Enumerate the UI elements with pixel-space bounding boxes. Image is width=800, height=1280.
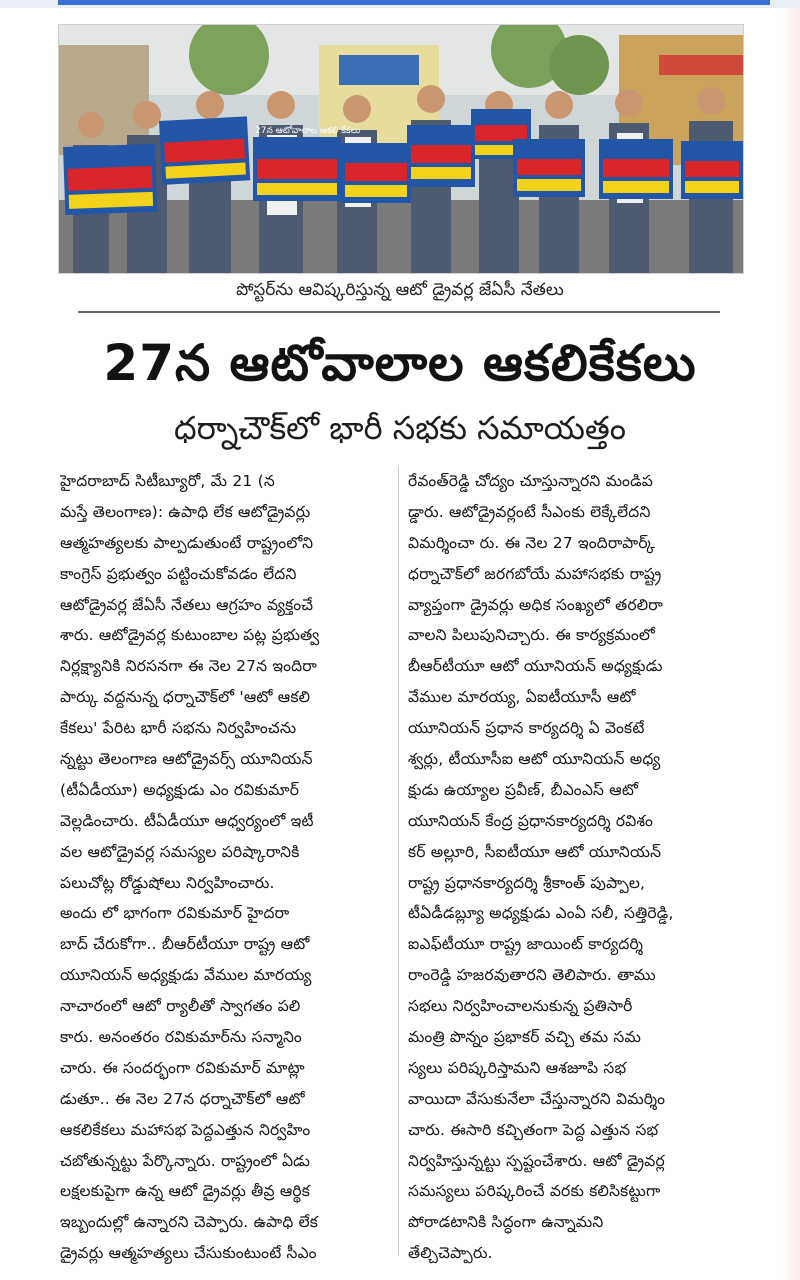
article-line: ఇబ్బందుల్లో ఉన్నారని చెప్పారు. ఉపాధి లేక	[60, 1213, 319, 1232]
article-line: ఆకలికేకలు మహాసభ పెద్దఎత్తున నిర్వహిం	[60, 1120, 311, 1139]
article-line: బాద్ చేరుకోగా.. బీఆర్‌టీయూ రాష్ట్ర ఆటో	[60, 935, 310, 954]
article-line: సమస్యలు పరిష్కరించే వరకు కలిసికట్టుగా	[408, 1182, 661, 1201]
article-line: న్నట్టు తెలంగాణ ఆటోడ్రైవర్స్ యూనియన్	[60, 750, 313, 769]
article-line: చారు. ఈసారి కచ్చితంగా పెద్ద ఎత్తున సభ	[408, 1120, 659, 1139]
top-accent-strip	[0, 0, 800, 8]
article-line: కేకలు' పేరిట భారీ సభను నిర్వహించను	[60, 719, 297, 738]
article-line: కారు. అనంతరం రవికుమార్‌ను సన్మానిం	[60, 1028, 302, 1047]
caption-rule	[78, 311, 720, 313]
article-line: తేల్చిచెప్పారు.	[408, 1244, 493, 1263]
subheadline: ధర్నాచౌక్‌లో భారీ సభకు సమాయత్తం	[173, 409, 627, 447]
article-line: ఐఎఫ్‌టీయూ రాష్ట్ర జాయింట్ కార్యదర్శి	[408, 935, 644, 954]
article-line: రేవంత్‌రెడ్డి చోద్యం చూస్తున్నారని మండిప	[408, 472, 653, 490]
article-line: వేముల మారయ్య, ఏఐటీయూసీ ఆటో	[408, 688, 636, 707]
article-line: రాంరెడ్డి హజరవుతారని తెలిపారు. తాము	[408, 966, 656, 985]
article-line: డ్రైవర్లు ఆత్మహత్యలు చేసుకుంటుంటే సీఎం	[60, 1244, 317, 1263]
article-line: హైదరాబాద్ సిటీబ్యూరో, మే 21 (న	[60, 472, 275, 490]
article-line: శారు. ఆటోడ్రైవర్ల కుటుంబాల పట్ల ప్రభుత్వ	[60, 626, 320, 645]
article-column-right	[408, 466, 738, 1266]
article-line: నాచారంలో ఆటో ర్యాలీతో స్వాగతం పలి	[60, 997, 301, 1016]
article-line: టీఏడీడబ్ల్యూ అధ్యక్షుడు ఎంఏ సలీ, సత్తిరెడ్డి,	[408, 904, 674, 923]
article-line: ఆత్మహత్యలకు పాల్పడుతుంటే రాష్ట్రంలోని	[60, 533, 314, 552]
article-line: చబోతున్నట్టు పేర్కొన్నారు. రాష్ట్రంలో ఏడు	[60, 1151, 311, 1170]
article-line: (టీఏడీయూ) అధ్యక్షుడు ఎం రవికుమార్	[60, 780, 300, 799]
article-line: కర్ అల్లూరి, సీఐటీయూ ఆటో యూనియన్	[408, 842, 662, 861]
article-line: సభలు నిర్వహించాలనుకున్న ప్రతిసారీ	[408, 997, 633, 1016]
article-line: కాంగ్రెస్ ప్రభుత్వం పట్టించుకోవడం లేదని	[60, 564, 297, 583]
page-edge-shade	[782, 8, 800, 1280]
article-line: ధర్నాచౌక్‌లో జరగబోయే మహాసభకు రాష్ట్ర	[408, 564, 662, 583]
article-line: వెల్లడించారు. టీఏడీయూ ఆధ్వర్యంలో ఇటీ	[60, 811, 314, 830]
article-line: నిర్లక్ష్యానికి నిరసనగా ఈ నెల 27న ఇందిరా	[60, 657, 318, 676]
article-line: క్షుడు ఉయ్యాల ప్రవీణ్, బీఎంఎస్ ఆటో	[408, 780, 639, 799]
article-line: అందు లో భాగంగా రవికుమార్ హైదరా	[60, 904, 290, 923]
article-line: రాష్ట్ర ప్రధానకార్యదర్శి శ్రీకాంత్ పుప్పాల,	[408, 873, 646, 892]
headline: 27న ఆటోవాలాల ఆకలికేకలు	[103, 334, 697, 392]
article-line: పోరాడటానికి సిద్ధంగా ఉన్నామని	[408, 1213, 604, 1232]
article-line: యూనియన్ అధ్యక్షుడు వేముల మారయ్య	[60, 966, 312, 985]
article-line: ఆటోడ్రైవర్ల జేఏసీ నేతలు ఆగ్రహం వ్యక్తంచే	[60, 595, 314, 614]
article-line: డ్డారు. ఆటోడ్రైవర్లంటే సీఎంకు లెక్కేలేదని	[408, 502, 651, 521]
article-line: వాయిదా వేసుకునేలా చేస్తున్నారని విమర్శిం	[408, 1089, 666, 1108]
news-photo-illustration	[59, 25, 743, 273]
news-photo	[58, 24, 744, 274]
article-line: మస్తే తెలంగాణ): ఉపాధి లేక ఆటోడ్రైవర్లు	[60, 502, 311, 521]
article-line: చారు. ఈ సందర్భంగా రవికుమార్ మాట్లా	[60, 1058, 305, 1077]
article-line: యూనియన్ ప్రధాన కార్యదర్శి ఏ వెంకటే	[408, 719, 645, 738]
article-line: బీఆర్‌టీయూ ఆటో యూనియన్ అధ్యక్షుడు	[408, 657, 663, 676]
article-line: వల ఆటోడ్రైవర్ల సమస్యల పరిష్కారానికి	[60, 842, 300, 861]
article-line: నిర్వహిస్తున్నట్టు స్పష్టంచేశారు. ఆటో డ్రైవర్ల	[408, 1151, 665, 1170]
poster-title-text: 27న ఆటోవాలాల ఆకలి కేకలు	[255, 126, 361, 136]
article-line: విమర్శించా రు. ఈ నెల 27 ఇందిరాపార్క్	[408, 533, 656, 552]
photo-caption: పోస్టర్‌ను ఆవిష్కరిస్తున్న ఆటో డ్రైవర్ల జేఏసీ నేతలు	[236, 280, 564, 300]
article-line: పలుచోట్ల రోడ్డుషోలు నిర్వహించారు.	[60, 873, 275, 892]
article-line: శ్వర్లు, టీయూసీఐ ఆటో యూనియన్ అధ్య	[408, 750, 661, 769]
article-line: లక్షలకుపైగా ఉన్న ఆటో డ్రైవర్లు తీవ్ర ఆర్థిక	[60, 1182, 311, 1201]
article-line: పార్కు వద్దనున్న ధర్నాచౌక్‌లో 'ఆటో ఆకలి	[60, 688, 311, 707]
article-line: వాలని పిలుపునిచ్చారు. ఈ కార్యక్రమంలో	[408, 626, 656, 645]
article-line: యూనియన్ కేంద్ర ప్రధానకార్యదర్శి రవిశం	[408, 811, 654, 830]
article-line: వ్యాప్తంగా డ్రైవర్లు అధిక సంఖ్యలో తరలిరా	[408, 595, 664, 614]
article-line: మంత్రి పొన్నం ప్రభాకర్ వచ్చి తమ సమ	[408, 1028, 642, 1047]
article-column-left	[60, 466, 390, 1266]
article-line: స్యలు పరిష్కరిస్తామని ఆశజూపి సభ	[408, 1058, 627, 1077]
article-line: డుతూ.. ఈ నెల 27న ధర్నాచౌక్‌లో ఆటో	[60, 1089, 305, 1108]
column-divider	[398, 466, 399, 1256]
